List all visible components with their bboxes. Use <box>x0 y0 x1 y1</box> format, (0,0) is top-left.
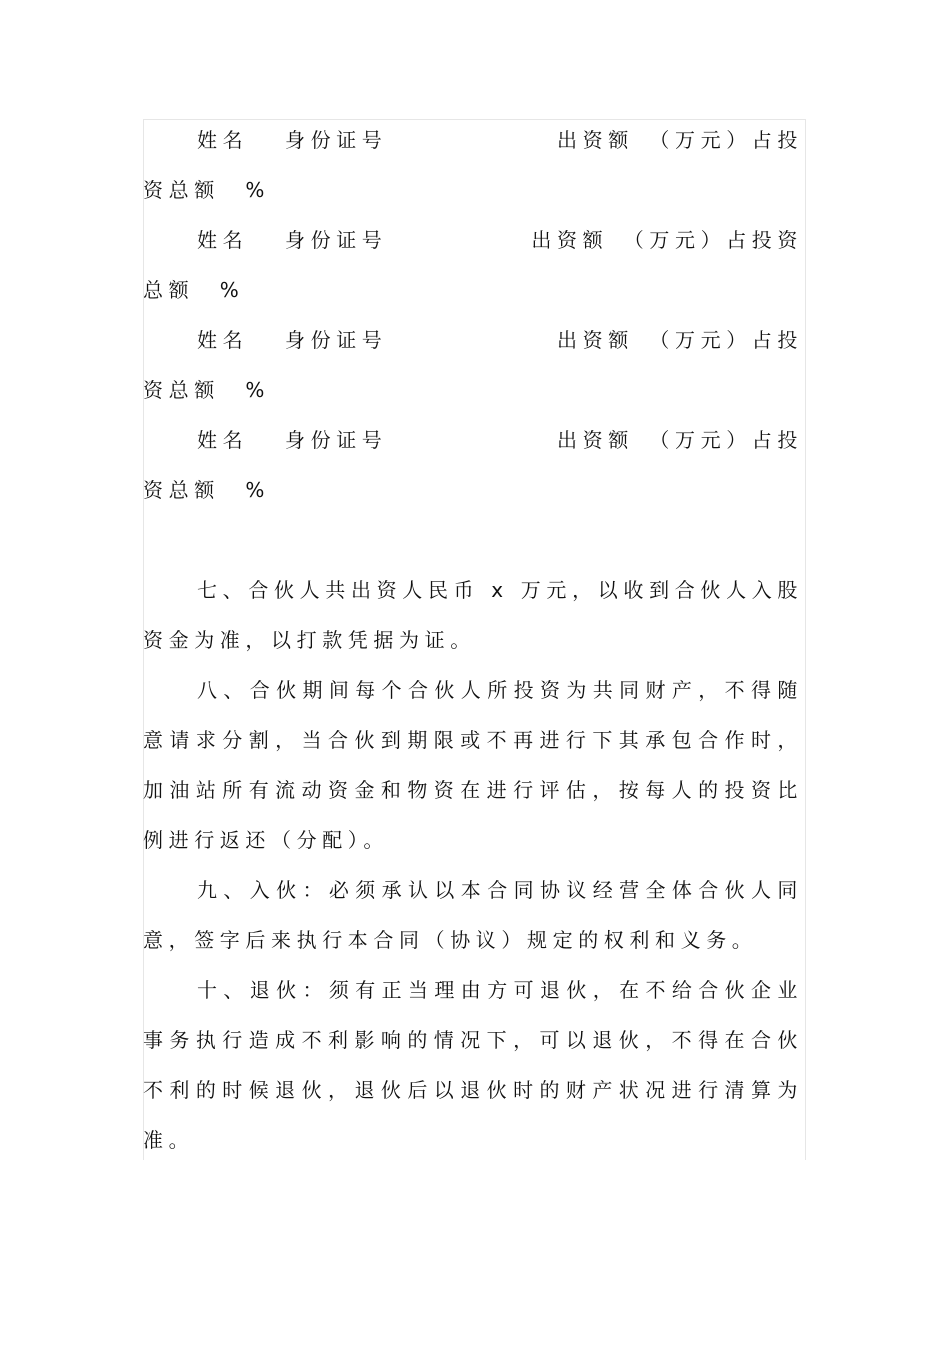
id-number-label: 身份证号 <box>285 328 388 352</box>
contribution-label: 出资额 （万元）占投 <box>557 128 803 152</box>
contribution-label: 出资额 （万元）占投 <box>557 328 803 352</box>
id-number-label: 身份证号 <box>285 128 388 152</box>
share-label: 资总额 % <box>143 378 271 402</box>
partner-row <box>143 415 803 515</box>
clause-10: 十、退伙：须有正当理由方可退伙，在不给合伙企业事务执行造成不利影响的情况下，可以退伙，不得在合伙不利的时候退伙，退伙后以退伙时的财产状况进行清算为准。 <box>143 978 803 1152</box>
share-label: 资总额 % <box>143 478 271 502</box>
partner-row <box>143 115 803 215</box>
contribution-label: 出资额 （万元）占投 <box>557 428 803 452</box>
name-label: 姓名 <box>197 128 249 152</box>
id-number-label: 身份证号 <box>285 428 388 452</box>
name-label: 姓名 <box>197 228 249 252</box>
id-number-label: 身份证号 <box>285 228 388 252</box>
partner-row <box>143 215 803 315</box>
name-label: 姓名 <box>197 428 249 452</box>
name-label: 姓名 <box>197 328 249 352</box>
share-label: 资总额 % <box>143 178 271 202</box>
clause-9: 九、入伙：必须承认以本合同协议经营全体合伙人同意，签字后来执行本合同（协议）规定的权利和义务。 <box>143 878 803 952</box>
contribution-label: 出资额 （万元）占投资 <box>531 228 803 252</box>
clause-8: 八、合伙期间每个合伙人所投资为共同财产，不得随意请求分割，当合伙到期限或不再进行下其承包合作时，加油站所有流动资金和物资在进行评估，按每人的投资比例进行返还（分配）。 <box>143 678 803 852</box>
partner-row <box>143 315 803 415</box>
clause-7: 七、合伙人共出资人民币 x 万元，以收到合伙人入股资金为准，以打款凭据为证。 <box>143 578 803 652</box>
share-label: 总额 % <box>143 278 245 302</box>
spacer <box>143 515 803 565</box>
document-body <box>143 115 803 1165</box>
